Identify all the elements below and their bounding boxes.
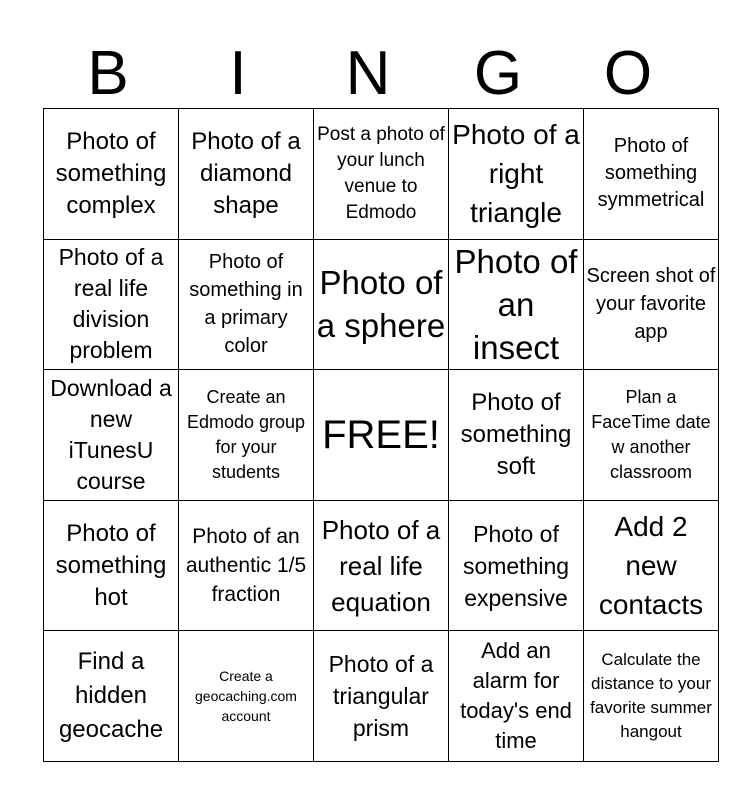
bingo-cell — [314, 500, 449, 631]
cell-text: Photo of something in a primary color — [189, 251, 303, 358]
cell-text: Create an Edmodo group for your students — [186, 386, 306, 482]
cell-text: Add an alarm for today's end time — [460, 638, 572, 754]
bingo-cell — [449, 500, 584, 631]
cell-text: Photo of a right triangle — [452, 119, 580, 229]
cell-text: Create a geocaching.com account — [195, 668, 297, 725]
cell-text: Download a new iTunesU course — [50, 374, 172, 494]
bingo-cell — [179, 109, 314, 240]
cell-text: Add 2 new contacts — [598, 511, 704, 621]
bingo-cell — [314, 109, 449, 240]
cell-text: Photo of a triangular prism — [328, 651, 434, 742]
cell-text: Photo of a real life division problem — [58, 244, 164, 364]
bingo-cell — [179, 631, 314, 762]
bingo-cell — [584, 239, 719, 370]
cell-text: Calculate the distance to your favorite summer hangout — [590, 650, 712, 742]
bingo-cell — [44, 109, 179, 240]
grid-row — [44, 500, 719, 631]
cell-text: Photo of something hot — [55, 519, 167, 611]
cell-text: Photo of an authentic 1/5 fraction — [185, 525, 307, 607]
grid-row — [44, 239, 719, 370]
bingo-cell — [584, 500, 719, 631]
cell-text: Photo of an insect — [454, 242, 578, 366]
bingo-cell — [44, 500, 179, 631]
cell-text: Find a hidden geocache — [58, 648, 164, 744]
cell-text: Photo of a real life equation — [321, 514, 441, 617]
bingo-cell — [44, 370, 179, 501]
bingo-cell — [314, 631, 449, 762]
cell-text: Photo of something expensive — [462, 520, 570, 611]
bingo-cell — [449, 370, 584, 501]
bingo-cell — [44, 631, 179, 762]
cell-text: Photo of something symmetrical — [597, 135, 705, 212]
cell-text: Photo of a sphere — [316, 264, 446, 345]
bingo-cell — [179, 239, 314, 370]
header-letter-b: B — [87, 39, 129, 108]
header-letter-n: N — [345, 39, 391, 108]
cell-text: Plan a FaceTime date w another classroom — [591, 386, 711, 482]
header-letter-i: I — [229, 39, 247, 108]
grid-row — [44, 370, 719, 501]
cell-text: Screen shot of your favorite app — [586, 265, 716, 344]
bingo-cell — [449, 631, 584, 762]
header-letter-g: G — [473, 39, 523, 108]
cell-text: Photo of something soft — [460, 388, 572, 480]
bingo-cell — [179, 370, 314, 501]
free-space-text: FREE! — [322, 412, 440, 457]
bingo-cell — [584, 109, 719, 240]
bingo-cell — [449, 109, 584, 240]
bingo-cell free-space — [314, 370, 449, 501]
bingo-cell — [44, 239, 179, 370]
cell-text: Photo of something complex — [55, 127, 167, 219]
bingo-cell — [179, 500, 314, 631]
cell-text: Post a photo of your lunch venue to Edmodo — [317, 123, 445, 223]
grid-row — [44, 631, 719, 762]
cell-text: Photo of a diamond shape — [191, 127, 301, 219]
bingo-grid — [43, 108, 719, 762]
header-letter-o: O — [603, 39, 653, 108]
bingo-cell — [449, 239, 584, 370]
bingo-cell — [314, 239, 449, 370]
bingo-cell — [584, 370, 719, 501]
bingo-cell — [584, 631, 719, 762]
bingo-header — [43, 40, 693, 108]
grid-row — [44, 109, 719, 240]
